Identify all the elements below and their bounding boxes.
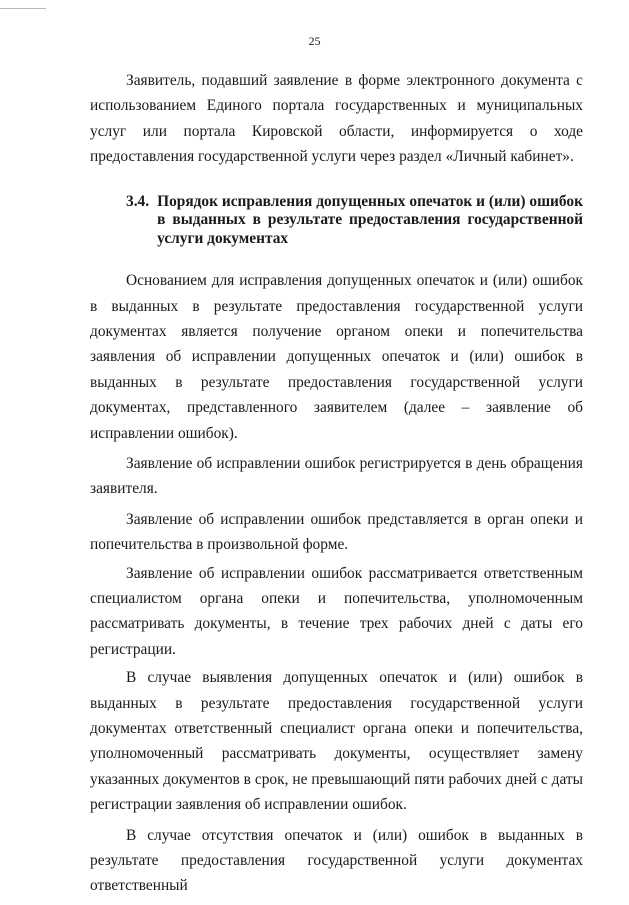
section-heading bbox=[90, 193, 583, 249]
section-number: 3.4. bbox=[126, 192, 150, 210]
paragraph-registration: Заявление об исправлении ошибок регистрируется в день обращения заявителя. bbox=[90, 454, 583, 498]
paragraph-replacement: В случае выявления допущенных опечаток и (или) ошибок в выданных в результате предоставления государственной услуги документах ответственный специалист органа опеки и попечительства, уполномоченный рассматривать документы, осуществляет замену указанных документов в срок, не превышающий пяти рабочих дней с даты регистрации заявления об исправлении ошибок. bbox=[90, 669, 583, 814]
paragraph-personal-account: Заявитель, подавший заявление в форме электронного документа с использованием Единого портала государственных и муниципальных услуг или портала Кировской области, информируется о ходе предоставления государственной услуги через раздел «Личный кабинет». bbox=[90, 72, 583, 166]
document-body bbox=[90, 68, 583, 899]
paragraph-review-period: Заявление об исправлении ошибок рассматривается ответственным специалистом органа опеки и попечительства, уполномоченным рассматривать документы, в течение трех рабочих дней с даты его регистрации. bbox=[90, 564, 583, 658]
section-title: Порядок исправления допущенных опечаток и (или) ошибок в выданных в результате предоставления государственной услуги документах bbox=[157, 192, 583, 247]
scan-artifact-line bbox=[0, 8, 46, 9]
paragraph-form: Заявление об исправлении ошибок представляется в орган опеки и попечительства в произвольной форме. bbox=[90, 510, 583, 554]
paragraph-grounds: Основанием для исправления допущенных опечаток и (или) ошибок в выданных в результате предоставления государственной услуги документах является получение органом опеки и попечительства заявления об исправлении допущенных опечаток и (или) ошибок в выданных в результате предоставления государственной услуги документах, представленного заявителем (далее – заявление об исправлении ошибок). bbox=[90, 272, 583, 442]
page-number: 25 bbox=[308, 34, 321, 48]
paragraph-no-errors: В случае отсутствия опечаток и (или) ошибок в выданных в результате предоставления государственной услуги документах ответственный bbox=[90, 826, 583, 895]
